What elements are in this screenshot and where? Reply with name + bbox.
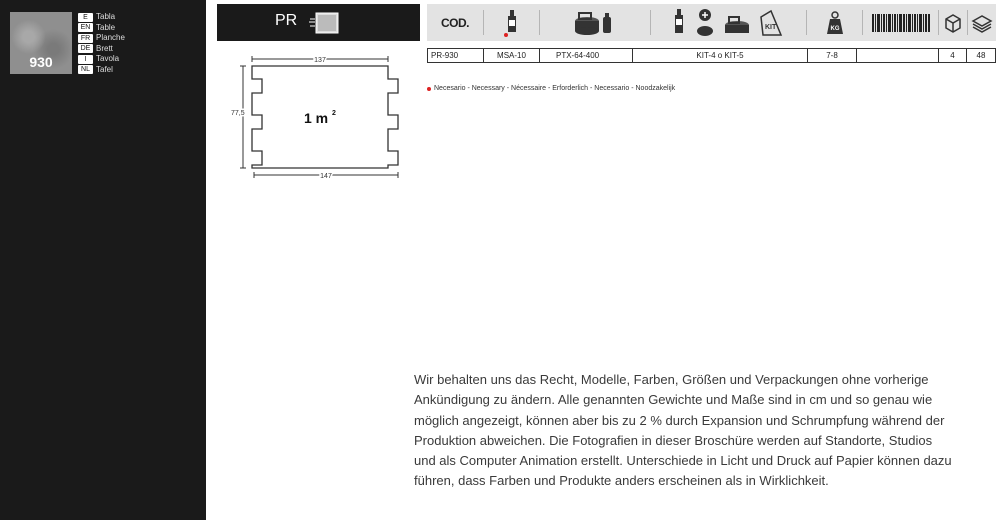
table-cell: PR-930 (428, 49, 484, 62)
language-name: Table (96, 22, 116, 32)
svg-text:KG: KG (830, 25, 839, 32)
box-icon (939, 4, 967, 41)
language-name: Tavola (96, 54, 120, 63)
product-label: PR (275, 12, 298, 29)
product-table (427, 48, 996, 63)
kit-tube-and-mortar-icon (651, 4, 806, 41)
language-code: EN (78, 23, 93, 32)
product-header (217, 4, 420, 41)
paint-roller-and-can-icon (540, 4, 650, 41)
area-value: 1 m (304, 110, 329, 126)
weight-kg-icon (807, 4, 862, 41)
language-code: DE (78, 44, 93, 53)
icon-header-strip (427, 4, 996, 41)
language-code: FR (78, 34, 93, 43)
color-swatch (10, 12, 72, 74)
cod-cell (427, 4, 483, 41)
table-cell: 7-8 (808, 49, 857, 62)
table-cell: KIT-4 o KIT-5 (633, 49, 808, 62)
table-cell: 4 (939, 49, 967, 62)
tile-dimensions-icon (307, 10, 343, 36)
language-list (78, 12, 125, 75)
disclaimer-text: Wir behalten uns das Recht, Modelle, Farben, Größen und Verpackungen ohne vorherige Ankündigung zu ändern. Alle genannten Gewichte und Maße sind in cm und so genau wie möglich angezeigt, können aber bis zu 2 % durch Expansion und Schrumpfung während der Produktion abweichen. Die Fotografien in dieser Broschüre werden auf Standorte, Studios und als Computer Animation erstellt. Unterschiede in Licht und Druck auf Papier können dazu führen, dass Farben und Produkte anders erscheinen als in Wirklichkeit. (414, 372, 952, 489)
table-cell (857, 49, 939, 62)
sidebar (0, 0, 206, 520)
required-dot-icon (427, 87, 431, 91)
barcode-icon (863, 4, 938, 41)
adhesive-tube-icon (484, 4, 539, 41)
language-row (78, 12, 125, 22)
language-row (78, 33, 125, 43)
dimension-drawing (230, 50, 410, 185)
language-row (78, 54, 125, 64)
language-name: Tafel (96, 64, 113, 74)
table-cell: PTX-64-400 (540, 49, 633, 62)
table-cell: MSA-10 (484, 49, 540, 62)
pallet-icon (968, 4, 996, 41)
top-dimension: 137 (314, 57, 326, 64)
language-code: E (78, 13, 93, 22)
language-name: Planche (96, 33, 125, 42)
area-superscript: 2 (332, 110, 336, 117)
language-name: Brett (96, 43, 113, 53)
language-name: Tabla (96, 12, 116, 21)
swatch-code: 930 (29, 54, 53, 70)
language-row (78, 44, 125, 54)
cod-label: COD. (441, 15, 469, 30)
legend-text: Necesario - Necessary - Nécessaire - Erforderlich - Necessario - Noodzakelijk (434, 85, 676, 92)
language-code: NL (78, 65, 93, 74)
bottom-dimension: 147 (320, 173, 332, 180)
svg-text:KIT: KIT (764, 23, 776, 31)
language-code: I (78, 55, 93, 64)
side-dimension: 77,5 (231, 110, 245, 117)
language-row (78, 23, 125, 33)
legend (427, 85, 675, 92)
language-row (78, 65, 125, 75)
table-cell: 48 (976, 51, 986, 60)
